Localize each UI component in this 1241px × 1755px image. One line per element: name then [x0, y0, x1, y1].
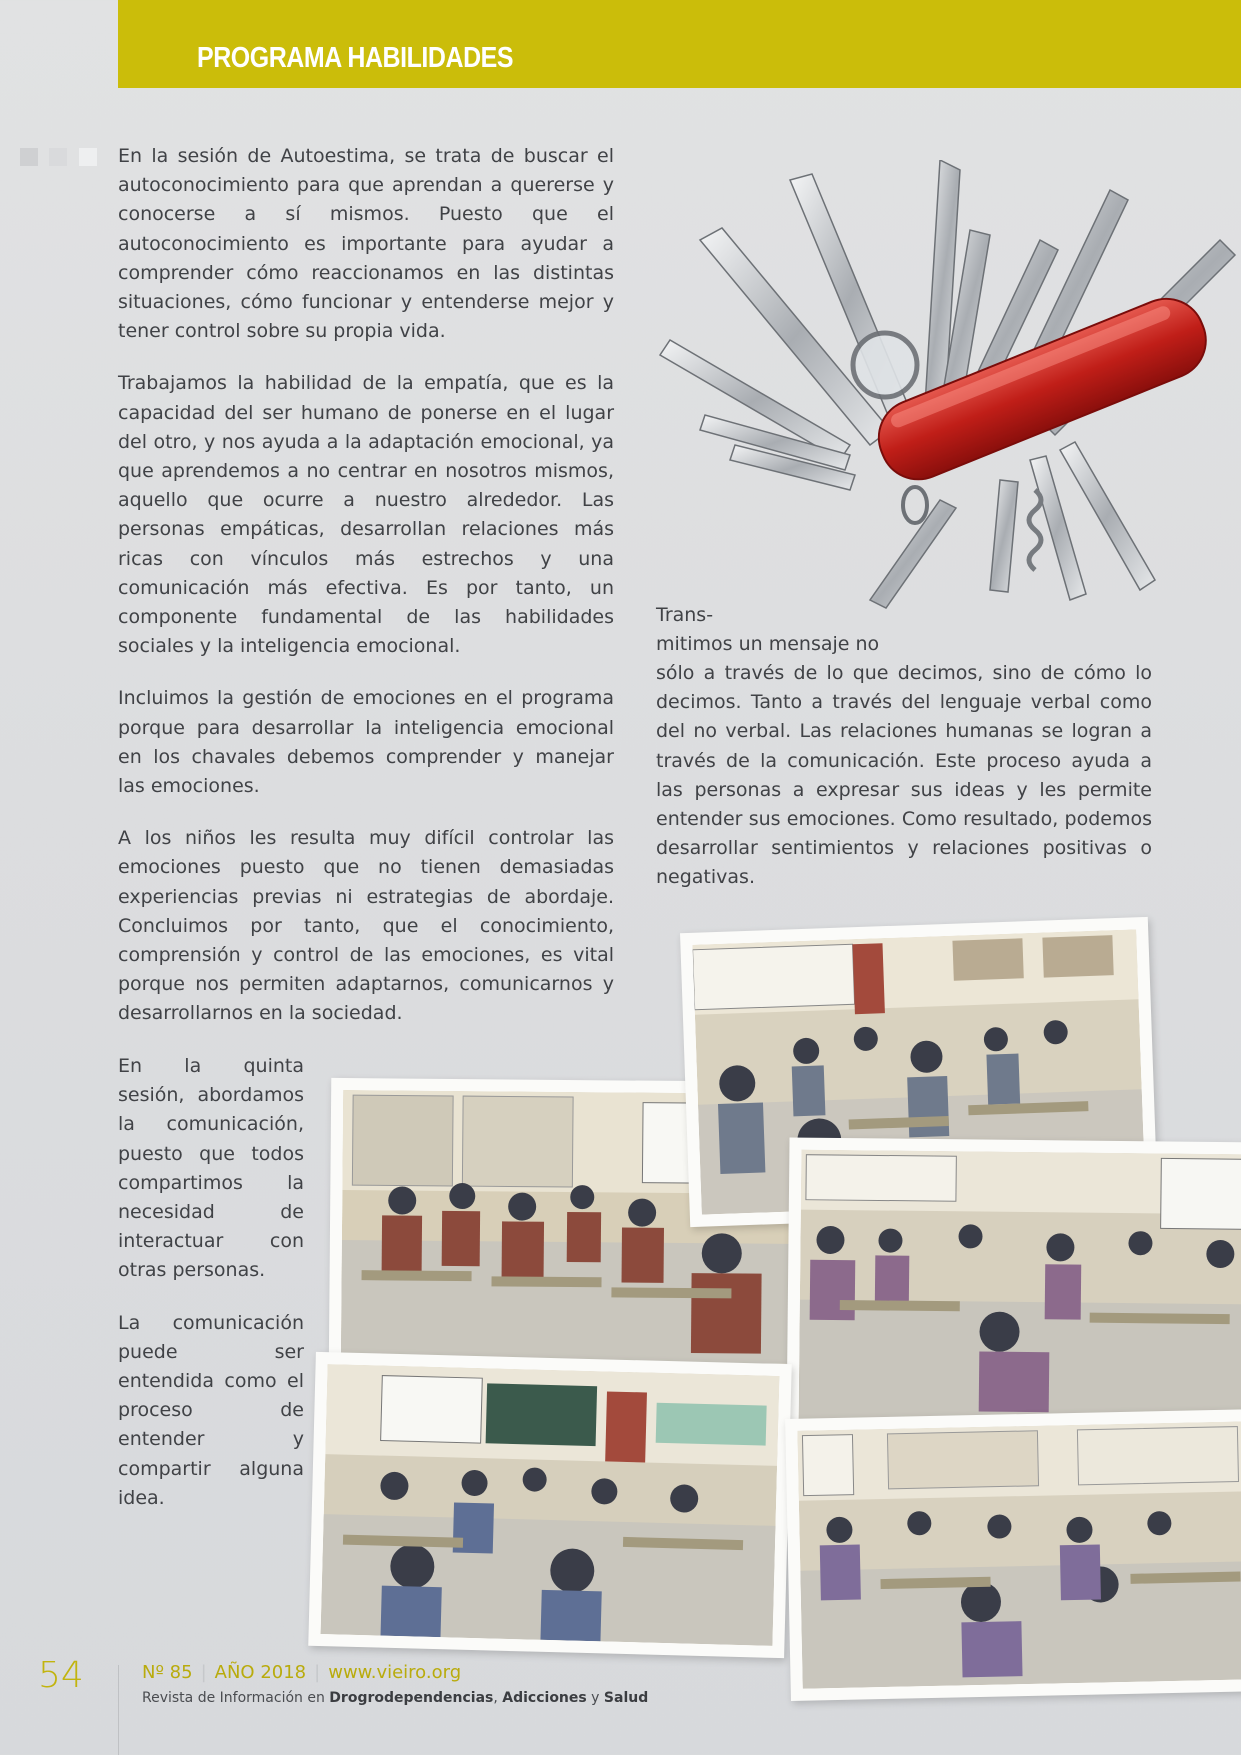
subtitle-separator: , — [493, 1690, 503, 1706]
classroom-photo-4 — [308, 1352, 792, 1658]
right-column — [656, 659, 1152, 916]
subtitle-prefix: Revista de Información en — [142, 1690, 330, 1706]
issue-number: Nº 85 — [142, 1662, 193, 1683]
page-number: 54 — [38, 1655, 84, 1696]
square-3 — [79, 148, 97, 166]
subtitle-drogodependencias: Drogrodependencias — [329, 1690, 494, 1706]
classroom-scene-3 — [799, 1150, 1241, 1425]
footer-divider — [118, 1665, 119, 1755]
issue-year: AÑO 2018 — [214, 1662, 307, 1683]
paragraph-quinta-sesion: En la quinta sesión, abordamos la comunicación, puesto que todos compartimos la necesidad de interactuar con otras personas. — [118, 1055, 304, 1282]
narrow-column — [118, 1052, 304, 1536]
square-1 — [20, 148, 38, 166]
classroom-scene-4 — [321, 1364, 780, 1646]
square-2 — [49, 148, 67, 166]
subtitle-separator: y — [586, 1690, 604, 1706]
classroom-photo-5 — [785, 1409, 1241, 1701]
paragraph-autoestima: En la sesión de Autoestima, se trata de buscar el autoconocimiento para que aprendan a quererse y conocerse a sí mismos. Puesto que el autoconocimiento es importante para ayudar a comprender cómo reaccionamos en las distintas situaciones, cómo funcionar y entenderse mejor y tener control sobre su propia vida. — [118, 145, 614, 343]
magazine-subtitle — [142, 1690, 648, 1706]
swiss-army-knife-image — [640, 160, 1241, 615]
classroom-scene-5 — [797, 1421, 1241, 1688]
subtitle-salud: Salud — [603, 1690, 649, 1706]
footer-issue-line — [142, 1662, 461, 1683]
classroom-photo-3 — [786, 1138, 1241, 1437]
separator: | — [200, 1662, 207, 1683]
intro-line-1: Trans- — [656, 604, 714, 626]
subtitle-adicciones: Adicciones — [502, 1690, 587, 1706]
separator: | — [314, 1662, 321, 1683]
paragraph-comunicacion: La comunicación puede ser entendida como el proceso de entender y compartir alguna idea. — [118, 1311, 304, 1509]
paragraph-transmitimos: sólo a través de lo que decimos, sino de cómo lo decimos. Tanto a través del lenguaje verbal como del no verbal. Las relaciones humanas se logran a través de la comunicación. Este proceso ayuda a las personas a expresar sus ideas y les permite entender sus emociones. Como resultado, podemos desarrollar sentimientos y relaciones positivas o negativas. — [656, 662, 1152, 889]
left-column — [118, 142, 614, 1052]
website-link[interactable]: www.vieiro.org — [328, 1662, 462, 1683]
paragraph-empatia: Trabajamos la habilidad de la empatía, que es la capacidad del ser humano de ponerse en el lugar del otro, y nos ayuda a la adaptación emocional, ya que aprendemos a no centrar en nosotros mismos, aquello que ocurre a nuestro alrededor. Las personas empáticas, desarrollan relaciones más ricas con vínculos más estrechos y una comunicación más efectiva. Es por tanto, un componente fundamental de las habilidades sociales y la inteligencia emocional. — [118, 372, 614, 658]
paragraph-gestion-emociones: Incluimos la gestión de emociones en el programa porque para desarrollar la inteligencia emocional en los chavales debemos comprender y manejar las emociones. — [118, 687, 614, 798]
intro-line-2: mitimos un mensaje no — [656, 633, 880, 656]
page-title: PROGRAMA HABILIDADES — [197, 42, 514, 74]
paragraph-control-emociones: A los niños les resulta muy difícil controlar las emociones puesto que no tienen demasiadas experiencias previas ni estrategias de abordaje. Concluimos por tanto, que el conocimiento, comprensión y control de las emociones, es vital porque nos permiten adaptarnos, comunicarnos y desarrollarnos en la sociedad. — [118, 827, 614, 1025]
